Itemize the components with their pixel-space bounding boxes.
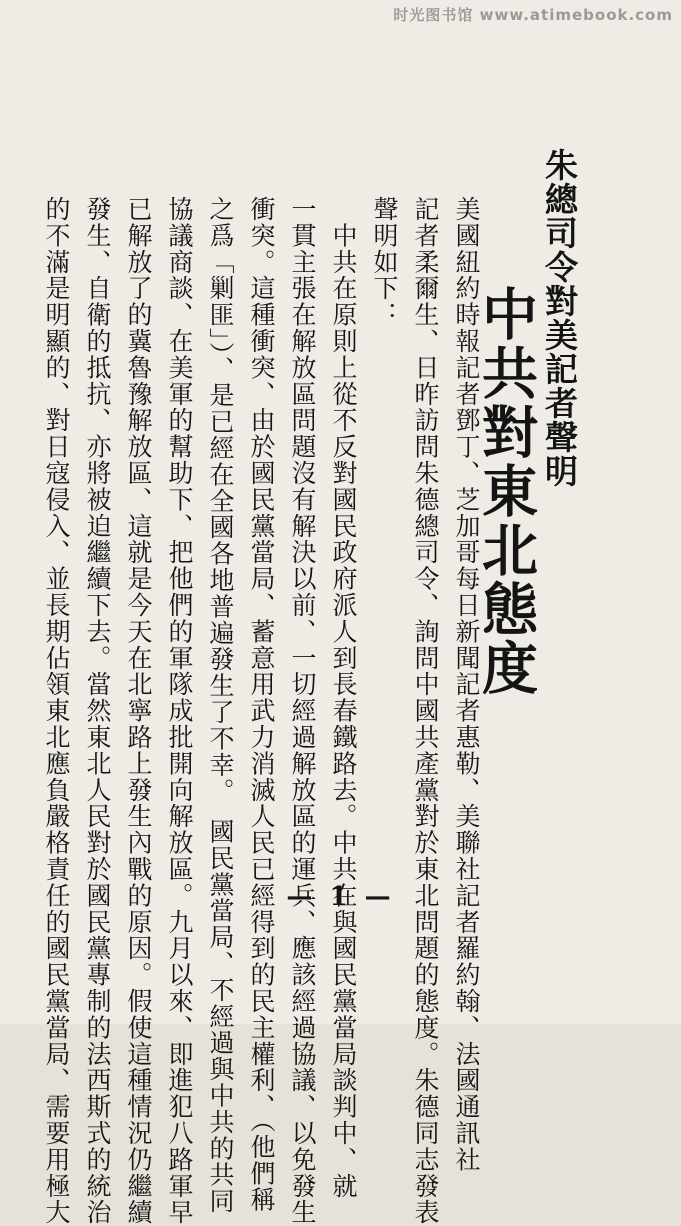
body-column: 聲明如下： [370,196,399,328]
body-column: 協議商談、在美軍的幫助下、把他們的軍隊成批開向解放區。九月以來、即進犯八路軍早 [165,196,194,1226]
page-number: — 1 — [286,882,395,912]
body-column: 記者柔爾生、日昨訪問朱德總司令、詢問中國共產黨對於東北問題的態度。朱德同志發表 [411,196,440,1226]
body-column: 之爲「剿匪」）、是已經在全國各地普遍發生了不幸。 國民黨當局、不經過與中共的共同 [206,196,235,1215]
page-title: 中共對東北態度 [473,285,539,698]
body-column: 一貫主張在解放區問題沒有解決以前、一切經過解放區的運兵、應該經過協議、以免發生 [288,196,317,1226]
body-column: 衝突。這種衝突、由於國民黨當局、蓄意用武力消滅人民已經得到的民主權利、（他們稱 [247,196,276,1214]
body-column: 的不滿是明顯的、對日寇侵入、並長期佔領東北應負嚴格責任的國民黨當局、需要用極大 [42,196,71,1226]
body-column: 已解放了的冀魯豫解放區、這就是今天在北寧路上發生內戰的原因。假使這種情況仍繼續 [124,196,153,1226]
body-column: 美國紐約時報記者鄧丁、芝加哥每日新聞記者惠勒、美聯社記者羅約翰、法國通訊社 [452,196,481,1173]
body-column: 中共在原則上從不反對國民政府派人到長春鐵路去。中共在與國民黨當局談判中、就 [329,196,358,1200]
watermark: 时光图书馆 www.atimebook.com [393,6,673,24]
subtitle: 朱總司令對美記者聲明 [540,148,579,488]
body-column: 發生、自衛的抵抗、亦將被迫繼續下去。當然東北人民對於國民黨專制的法西斯式的統治 [83,196,112,1226]
